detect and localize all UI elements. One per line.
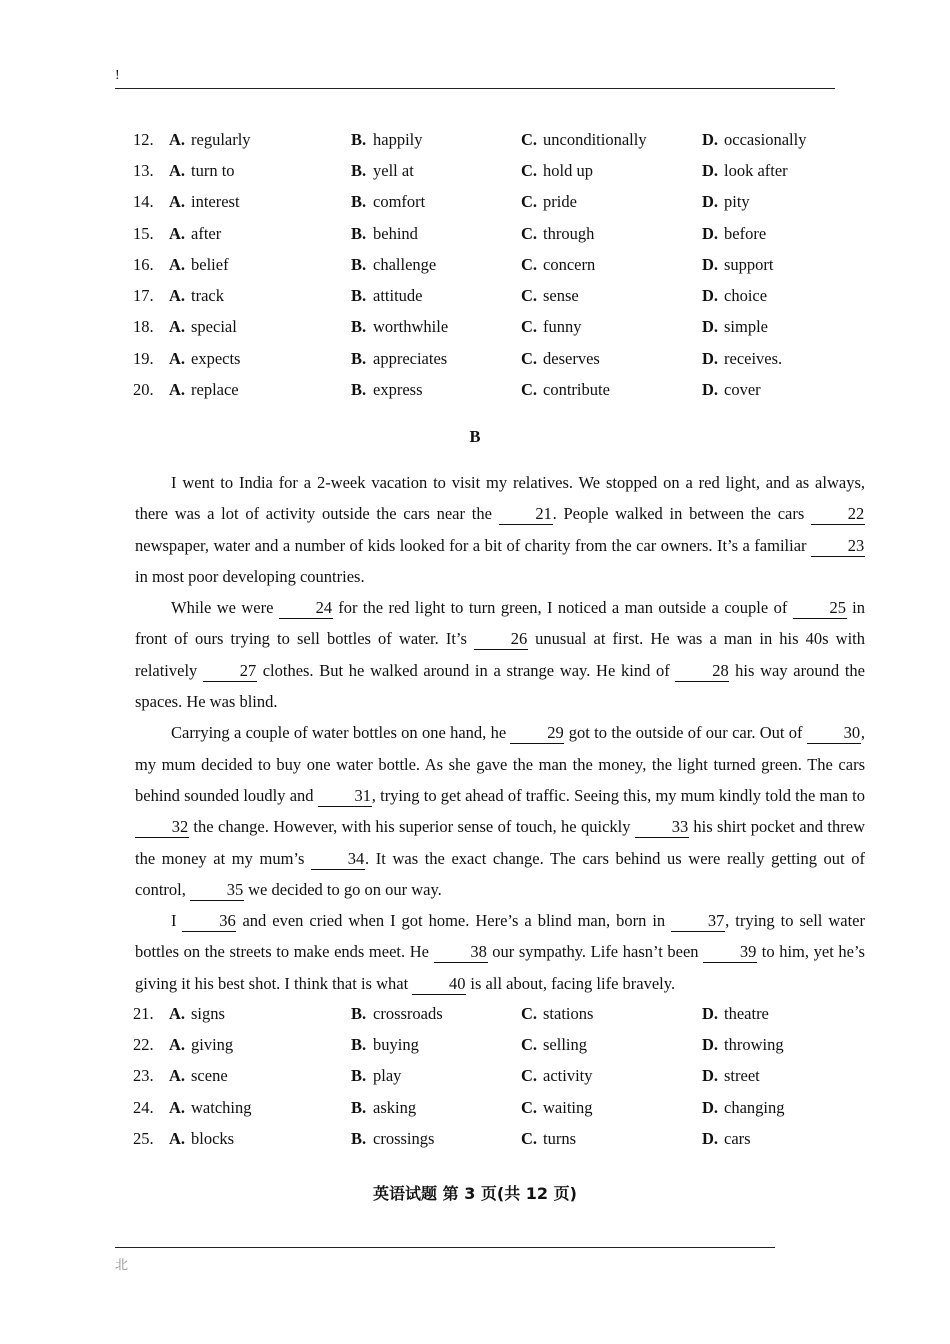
- question-row: [133, 374, 853, 405]
- question-number: 20.: [133, 380, 154, 400]
- passage-text: his way around the spaces. He was blind.: [135, 660, 865, 712]
- option-text: yell at: [373, 160, 414, 180]
- option-text: turn to: [191, 160, 235, 180]
- blank-26: 26: [474, 629, 528, 650]
- option-letter: D.: [702, 192, 719, 212]
- option-text: receives.: [724, 348, 783, 368]
- passage-text: in most poor developing countries.: [135, 566, 365, 586]
- passage-text: While we were: [171, 598, 279, 618]
- question-number: 13.: [133, 160, 154, 180]
- option: [351, 1035, 521, 1055]
- option-letter: D.: [702, 129, 719, 149]
- option: [521, 192, 702, 212]
- option-letter: A.: [169, 348, 186, 368]
- option-letter: D.: [702, 1066, 719, 1086]
- option: [521, 1098, 702, 1118]
- option: [351, 1129, 521, 1149]
- options-block-bottom: [133, 998, 853, 1154]
- question-number: 21.: [133, 1003, 154, 1023]
- passage-text: , trying to get ahead of traffic. Seeing this, my mum kindly told the man to: [371, 785, 865, 805]
- question-row: [133, 249, 853, 280]
- option: [702, 1035, 842, 1055]
- option: [702, 1004, 842, 1024]
- option: [702, 286, 842, 306]
- option-letter: A.: [169, 317, 186, 337]
- option-text: challenge: [373, 254, 437, 274]
- question-row: [133, 343, 853, 374]
- option: [521, 380, 702, 400]
- option: [521, 1035, 702, 1055]
- option: [169, 255, 351, 275]
- option-letter: D.: [702, 1097, 719, 1117]
- passage-text: our sympathy. Life hasn’t been: [487, 942, 704, 962]
- option-letter: C.: [521, 254, 538, 274]
- question-row: [133, 218, 853, 249]
- option: [169, 317, 351, 337]
- passage-text: I: [171, 911, 183, 931]
- question-number: 19.: [133, 348, 154, 368]
- option-text: express: [373, 380, 423, 400]
- question-number: 17.: [133, 286, 154, 306]
- option-text: activity: [543, 1066, 593, 1086]
- option-letter: A.: [169, 192, 186, 212]
- option-text: funny: [543, 317, 582, 337]
- option-letter: B.: [351, 1034, 367, 1054]
- option-text: play: [373, 1066, 402, 1086]
- passage: [135, 467, 865, 999]
- option-text: regularly: [191, 129, 251, 149]
- option-letter: C.: [521, 348, 538, 368]
- option: [351, 130, 521, 150]
- option-letter: C.: [521, 380, 538, 400]
- option-letter: B.: [351, 254, 367, 274]
- question-row: [133, 124, 853, 155]
- blank-36: 36: [182, 911, 236, 932]
- paragraph: [135, 467, 865, 592]
- option-letter: A.: [169, 160, 186, 180]
- option-letter: A.: [169, 1097, 186, 1117]
- passage-text: unusual at first. He was a man in his 40s with relatively: [135, 629, 865, 680]
- option-text: replace: [191, 380, 239, 400]
- blank-22: 22: [811, 504, 865, 525]
- option-letter: C.: [521, 1034, 538, 1054]
- option-text: track: [191, 286, 224, 306]
- option: [702, 161, 842, 181]
- option-letter: A.: [169, 1034, 186, 1054]
- question-number: 16.: [133, 254, 154, 274]
- question-number: 23.: [133, 1066, 154, 1086]
- option: [169, 224, 351, 244]
- option: [521, 349, 702, 369]
- page-footer: 英语试题 第 3 页(共 12 页): [373, 1184, 577, 1203]
- option: [521, 1004, 702, 1024]
- blank-40: 40: [412, 974, 466, 995]
- option-text: changing: [724, 1097, 785, 1117]
- question-number: 22.: [133, 1034, 154, 1054]
- question-row: [133, 1092, 853, 1123]
- option: [169, 1035, 351, 1055]
- option-text: pride: [543, 192, 577, 212]
- option-text: crossroads: [373, 1003, 443, 1023]
- option-text: before: [724, 223, 767, 243]
- option-letter: B.: [351, 129, 367, 149]
- blank-39: 39: [703, 942, 757, 963]
- option-text: look after: [724, 160, 788, 180]
- option-letter: A.: [169, 380, 186, 400]
- passage-text: is all about, facing life bravely.: [466, 973, 676, 993]
- option-text: happily: [373, 129, 423, 149]
- option-text: selling: [543, 1034, 587, 1054]
- header-mark: !: [115, 68, 120, 83]
- option-letter: B.: [351, 1003, 367, 1023]
- option-text: expects: [191, 348, 241, 368]
- option-letter: A.: [169, 286, 186, 306]
- option-letter: C.: [521, 286, 538, 306]
- option-letter: A.: [169, 1003, 186, 1023]
- option: [702, 255, 842, 275]
- blank-23: 23: [811, 536, 865, 557]
- option: [169, 130, 351, 150]
- option-letter: D.: [702, 286, 719, 306]
- option-letter: B.: [351, 1097, 367, 1117]
- question-row: [133, 1061, 853, 1092]
- option-text: behind: [373, 223, 418, 243]
- option: [521, 286, 702, 306]
- option-text: after: [191, 223, 222, 243]
- option-text: appreciates: [373, 348, 448, 368]
- blank-32: 32: [135, 817, 189, 838]
- passage-text: and even cried when I got home. Here’s a blind man, born in: [236, 911, 672, 931]
- option-text: pity: [724, 192, 750, 212]
- option-text: comfort: [373, 192, 426, 212]
- option-letter: B.: [351, 223, 367, 243]
- option: [169, 286, 351, 306]
- option-text: street: [724, 1066, 760, 1086]
- question-number: 15.: [133, 223, 154, 243]
- option-text: scene: [191, 1066, 228, 1086]
- option-text: stations: [543, 1003, 594, 1023]
- option: [351, 380, 521, 400]
- option: [351, 1066, 521, 1086]
- option: [521, 130, 702, 150]
- option: [351, 317, 521, 337]
- option-letter: D.: [702, 1003, 719, 1023]
- question-number: 14.: [133, 192, 154, 212]
- section-label: B: [469, 427, 481, 446]
- option-letter: D.: [702, 254, 719, 274]
- option-text: waiting: [543, 1097, 593, 1117]
- option: [521, 255, 702, 275]
- option-letter: B.: [351, 1128, 367, 1148]
- option-text: cover: [724, 380, 761, 400]
- question-row: [133, 998, 853, 1029]
- passage-text: for the red light to turn green, I noticed a man outside a couple of: [332, 598, 793, 618]
- passage-text: the change. However, with his superior sense of touch, he quickly: [189, 817, 635, 837]
- option: [169, 380, 351, 400]
- option: [702, 349, 842, 369]
- option-letter: B.: [351, 348, 367, 368]
- blank-27: 27: [203, 661, 257, 682]
- passage-text: , trying to sell water bottles on the streets to make ends meet. He: [135, 911, 865, 962]
- option: [169, 192, 351, 212]
- question-row: [133, 187, 853, 218]
- option-text: turns: [543, 1128, 576, 1148]
- passage-text: newspaper, water and a number of kids looked for a bit of charity from the car owners. It’s a familiar: [135, 535, 811, 555]
- passage-text: clothes. But he walked around in a strange way. He kind of: [257, 660, 676, 680]
- option-letter: C.: [521, 1003, 538, 1023]
- option: [351, 1004, 521, 1024]
- question-row: [133, 280, 853, 311]
- option-letter: C.: [521, 192, 538, 212]
- option-text: unconditionally: [543, 129, 647, 149]
- option: [351, 255, 521, 275]
- blank-37: 37: [671, 911, 725, 932]
- option-letter: A.: [169, 129, 186, 149]
- option: [521, 1066, 702, 1086]
- option-letter: A.: [169, 1128, 186, 1148]
- option-text: interest: [191, 192, 240, 212]
- paragraph: [135, 592, 865, 717]
- option-text: blocks: [191, 1128, 235, 1148]
- option-letter: D.: [702, 223, 719, 243]
- option: [702, 380, 842, 400]
- option: [351, 192, 521, 212]
- passage-text: Carrying a couple of water bottles on one hand, he: [171, 723, 511, 743]
- question-row: [133, 1029, 853, 1060]
- option: [521, 1129, 702, 1149]
- option-text: contribute: [543, 380, 610, 400]
- option-text: theatre: [724, 1003, 769, 1023]
- corner-mark: 北: [115, 1258, 129, 1273]
- option: [351, 286, 521, 306]
- passage-text: . It was the exact change. The cars behind us were really getting out of control,: [135, 848, 865, 899]
- option: [521, 161, 702, 181]
- option: [351, 224, 521, 244]
- option: [351, 349, 521, 369]
- option: [702, 192, 842, 212]
- question-row: [133, 155, 853, 186]
- option-letter: C.: [521, 223, 538, 243]
- option-text: special: [191, 317, 237, 337]
- blank-24: 24: [279, 598, 333, 619]
- top-rule: [115, 88, 835, 89]
- option-text: sense: [543, 286, 579, 306]
- option: [521, 317, 702, 337]
- paragraph: [135, 717, 865, 905]
- option-text: through: [543, 223, 595, 243]
- option-text: throwing: [724, 1034, 784, 1054]
- option-letter: C.: [521, 1128, 538, 1148]
- option-letter: B.: [351, 1066, 367, 1086]
- option-text: deserves: [543, 348, 600, 368]
- option: [702, 317, 842, 337]
- option-letter: D.: [702, 1034, 719, 1054]
- passage-text: . People walked in between the cars: [552, 504, 811, 524]
- blank-38: 38: [434, 942, 488, 963]
- option-letter: B.: [351, 192, 367, 212]
- question-number: 25.: [133, 1128, 154, 1148]
- blank-35: 35: [190, 880, 244, 901]
- question-row: [133, 1123, 853, 1154]
- option-letter: C.: [521, 129, 538, 149]
- option-letter: D.: [702, 1128, 719, 1148]
- blank-25: 25: [793, 598, 847, 619]
- passage-text: got to the outside of our car. Out of: [564, 723, 807, 743]
- option-letter: A.: [169, 254, 186, 274]
- option-text: simple: [724, 317, 768, 337]
- option: [702, 1129, 842, 1149]
- option-text: asking: [373, 1097, 417, 1117]
- option-letter: B.: [351, 286, 367, 306]
- option-text: belief: [191, 254, 229, 274]
- option-text: choice: [724, 286, 768, 306]
- option-text: giving: [191, 1034, 234, 1054]
- option: [702, 130, 842, 150]
- question-number: 24.: [133, 1097, 154, 1117]
- option: [702, 1066, 842, 1086]
- option-text: attitude: [373, 286, 423, 306]
- option-letter: D.: [702, 348, 719, 368]
- option-letter: A.: [169, 223, 186, 243]
- blank-21: 21: [499, 504, 553, 525]
- option-text: buying: [373, 1034, 419, 1054]
- paragraph: [135, 905, 865, 999]
- passage-text: I went to India for a 2-week vacation to visit my relatives. We stopped on a red light, and as always, there was a lot of activity outside the cars near the: [135, 473, 865, 524]
- option: [521, 224, 702, 244]
- option: [169, 1066, 351, 1086]
- option-letter: D.: [702, 380, 719, 400]
- question-number: 12.: [133, 129, 154, 149]
- passage-text: in front of ours trying to sell bottles of water. It’s: [135, 598, 865, 649]
- option-letter: C.: [521, 317, 538, 337]
- option: [169, 1004, 351, 1024]
- blank-29: 29: [510, 723, 564, 744]
- blank-28: 28: [675, 661, 729, 682]
- option-letter: C.: [521, 1097, 538, 1117]
- option-text: concern: [543, 254, 596, 274]
- options-block-top: [133, 124, 853, 406]
- option-text: occasionally: [724, 129, 807, 149]
- option: [702, 1098, 842, 1118]
- question-number: 18.: [133, 317, 154, 337]
- option: [351, 1098, 521, 1118]
- question-row: [133, 312, 853, 343]
- option-letter: D.: [702, 317, 719, 337]
- option-letter: B.: [351, 160, 367, 180]
- option-text: signs: [191, 1003, 225, 1023]
- option-letter: B.: [351, 380, 367, 400]
- option-text: crossings: [373, 1128, 435, 1148]
- option-text: support: [724, 254, 774, 274]
- option: [351, 161, 521, 181]
- option-letter: D.: [702, 160, 719, 180]
- option-text: hold up: [543, 160, 593, 180]
- passage-text: his shirt pocket and threw the money at my mum’s: [135, 817, 866, 868]
- blank-31: 31: [318, 786, 372, 807]
- blank-34: 34: [311, 849, 365, 870]
- blank-30: 30: [807, 723, 861, 744]
- passage-text: , my mum decided to buy one water bottle. As she gave the man the money, the light turned green. The cars behind sounded loudly and: [135, 723, 865, 805]
- option-letter: C.: [521, 1066, 538, 1086]
- option: [702, 224, 842, 244]
- option: [169, 349, 351, 369]
- option-text: watching: [191, 1097, 252, 1117]
- option: [169, 161, 351, 181]
- option: [169, 1098, 351, 1118]
- option-letter: C.: [521, 160, 538, 180]
- option-letter: A.: [169, 1066, 186, 1086]
- option-letter: B.: [351, 317, 367, 337]
- bottom-rule: [115, 1247, 775, 1248]
- passage-text: we decided to go on our way.: [244, 879, 442, 899]
- option: [169, 1129, 351, 1149]
- option-text: cars: [724, 1128, 751, 1148]
- option-text: worthwhile: [373, 317, 449, 337]
- blank-33: 33: [635, 817, 689, 838]
- passage-text: to him, yet he’s giving it his best shot. I think that is what: [135, 942, 865, 993]
